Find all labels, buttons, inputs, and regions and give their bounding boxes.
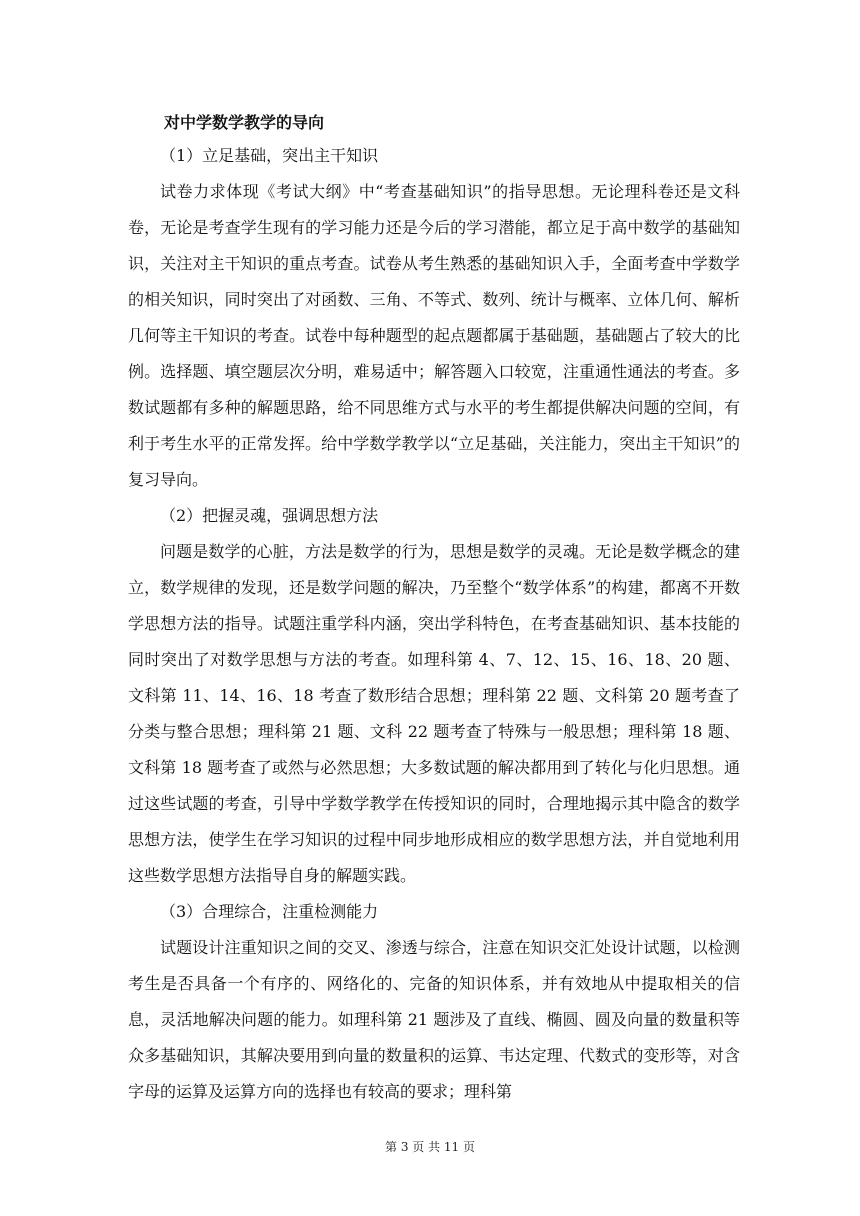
section-title: 对中学数学教学的导向 — [164, 113, 325, 132]
subsection-heading-1: （1）立足基础，突出主干知识 — [160, 146, 379, 165]
paragraph-3: 试题设计注重知识之间的交叉、渗透与综合，注意在知识交汇处设计试题，以检测考生是否具备一个有序的、网络化的、完备的知识体系，并有效地从中提取相关的信息，灵活地解决问题的能力。如理科第 21 题涉及了直线、椭圆、圆及向量的数量积等众多基础知识，其解决要用到向量的数量积的运算、韦达定理、代数式的变形等，对含字母的运算及运算方向的选择也有较高的要求；理科第 — [128, 938, 740, 1101]
subsection-heading-3: （3）合理综合，注重检测能力 — [160, 902, 379, 921]
paragraph-1: 试卷力求体现《考试大纲》中“考查基础知识”的指导思想。无论理科卷还是文科卷，无论是考查学生现有的学习能力还是今后的学习潜能，都立足于高中数学的基础知识，关注对主干知识的重点考查。试卷从考生熟悉的基础知识入手，全面考查中学数学的相关知识，同时突出了对函数、三角、不等式、数列、统计与概率、立体几何、解析几何等主干知识的考查。试卷中每种题型的起点题都属于基础题，基础题占了较大的比例。选择题、填空题层次分明，难易适中；解答题入口较宽，注重通性通法的考查。多数试题都有多种的解题思路，给不同思维方式与水平的考生都提供解决问题的空间，有利于考生水平的正常发挥。给中学数学教学以“立足基础，关注能力，突出主干知识”的复习导向。 — [128, 182, 740, 489]
document-body — [128, 108, 740, 1110]
page-number: 第 3 页 共 11 页 — [385, 1140, 475, 1154]
subsection-heading-2: （2）把握灵魂，强调思想方法 — [160, 506, 379, 525]
paragraph-2: 问题是数学的心脏，方法是数学的行为，思想是数学的灵魂。无论是数学概念的建立，数学规律的发现，还是数学问题的解决，乃至整个“数学体系”的构建，都离不开数学思想方法的指导。试题注重学科内涵，突出学科特色，在考查基础知识、基本技能的同时突出了对数学思想与方法的考查。如理科第 4、7、12、15、16、18、20 题、文科第 11、14、16、18 考查了数形结合思想；理科第 22 题、文科第 20 题考查了分类与整合思想；理科第 21 题、文科 22 题考查了特殊与一般思想；理科第 18 题、文科第 18 题考查了或然与必然思想；大多数试题的解决都用到了转化与化归思想。通过这些试题的考查，引导中学数学教学在传授知识的同时，合理地揭示其中隐含的数学思想方法，使学生在学习知识的过程中同步地形成相应的数学思想方法，并自觉地利用这些数学思想方法指导自身的解题实践。 — [128, 542, 740, 885]
